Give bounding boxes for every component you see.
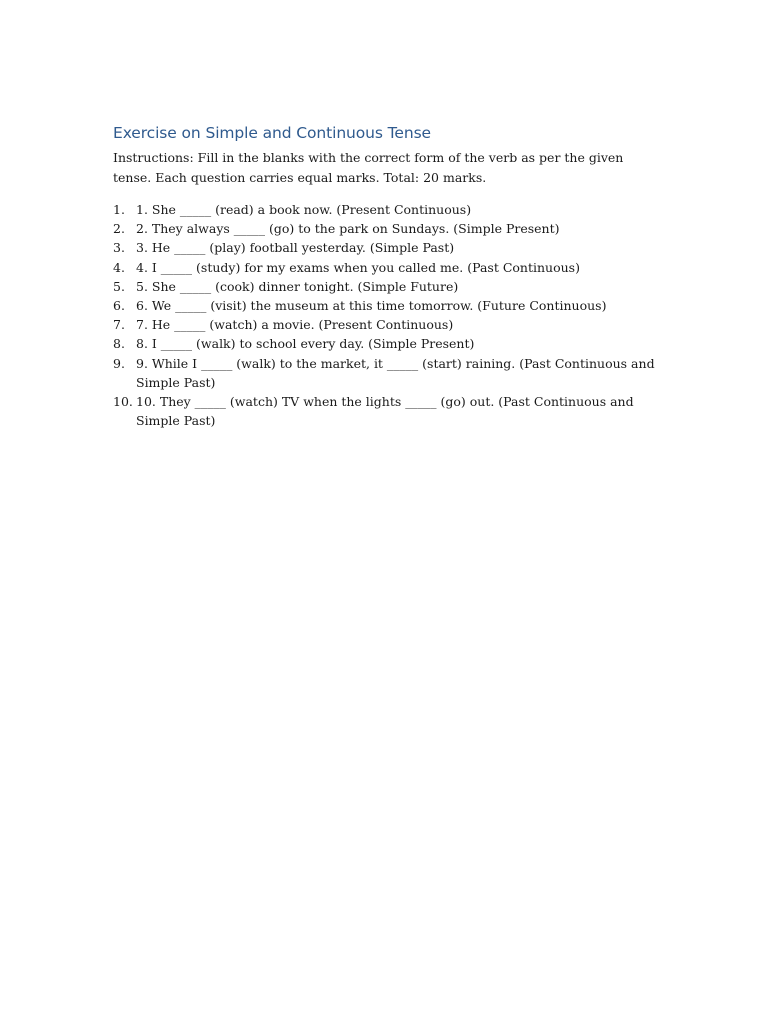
question-text: 6. We _____ (visit) the museum at this time tomorrow. (Future Continuous) — [136, 298, 607, 314]
question-text: 4. I _____ (study) for my exams when you called me. (Past Continuous) — [136, 259, 580, 275]
list-item — [113, 219, 661, 238]
question-text: 2. They always _____ (go) to the park on Sundays. (Simple Present) — [136, 221, 560, 237]
list-item — [113, 315, 661, 334]
question-text: 7. He _____ (watch) a movie. (Present Continuous) — [136, 317, 454, 333]
document-title: Exercise on Simple and Continuous Tense — [113, 124, 431, 142]
instructions-text: Instructions: Fill in the blanks with the correct form of the verb as per the given tense. Each question carries equal marks. Total: 20 marks. — [113, 150, 624, 185]
list-item — [113, 296, 661, 315]
list-item — [113, 392, 661, 430]
question-number: 1. — [113, 202, 125, 217]
question-text: 3. He _____ (play) football yesterday. (Simple Past) — [136, 240, 455, 256]
question-text: 8. I _____ (walk) to school every day. (Simple Present) — [136, 336, 475, 352]
question-text: 5. She _____ (cook) dinner tonight. (Simple Future) — [136, 278, 459, 294]
list-item — [113, 200, 661, 219]
question-list — [113, 200, 661, 430]
question-number: 4. — [113, 259, 125, 275]
question-number: 3. — [113, 240, 125, 256]
question-text: 9. While I _____ (walk) to the market, it _____ (start) raining. (Past Continuous and Simple Past) — [136, 355, 655, 390]
list-item — [113, 334, 661, 353]
list-item — [113, 354, 661, 392]
question-number: 6. — [113, 298, 125, 314]
question-number: 10. — [113, 394, 133, 410]
question-number: 8. — [113, 336, 125, 352]
question-text: 10. They _____ (watch) TV when the lights _____ (go) out. (Past Continuous and Simple Past) — [136, 394, 634, 429]
list-item — [113, 277, 661, 296]
list-item — [113, 238, 661, 257]
list-item — [113, 258, 661, 277]
question-number: 9. — [113, 355, 125, 371]
question-number: 2. — [113, 221, 125, 237]
question-number: 7. — [113, 317, 125, 333]
question-number: 5. — [113, 278, 125, 294]
question-text: 1. She _____ (read) a book now. (Present Continuous) — [136, 202, 472, 217]
